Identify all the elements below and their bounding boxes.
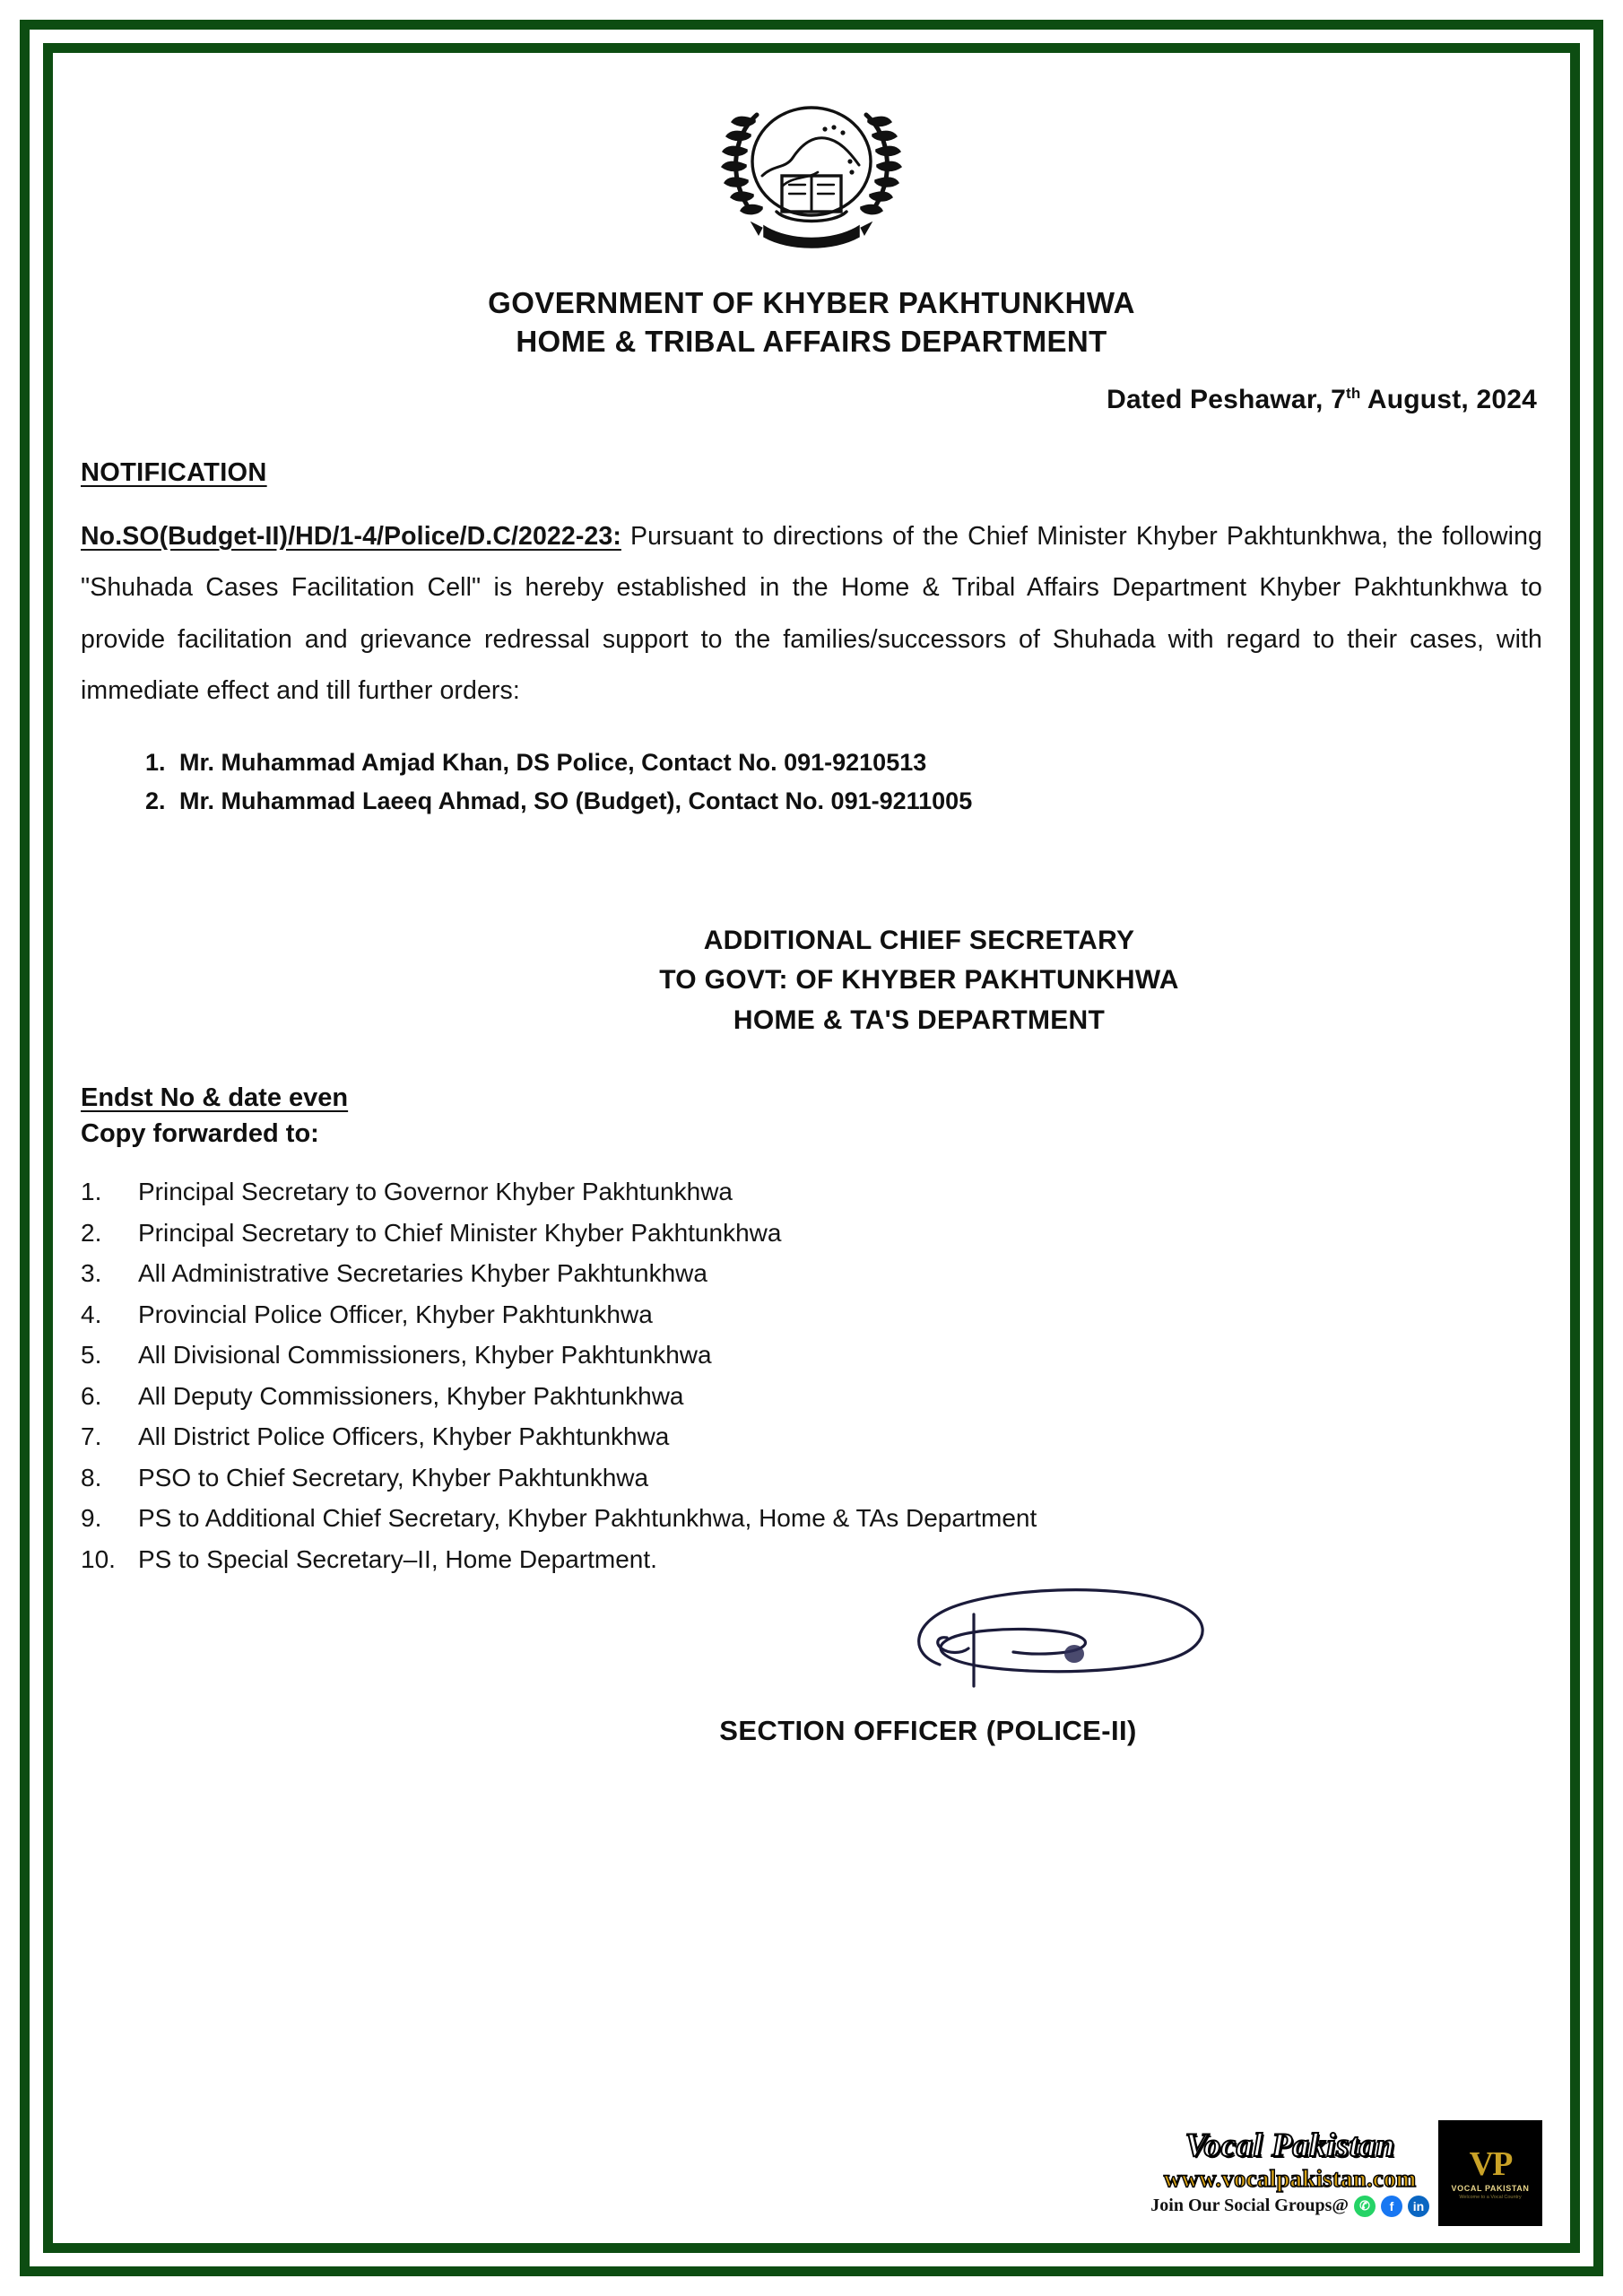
copy-forwarded-list (81, 1173, 1542, 1578)
dateline-ordinal: th (1346, 384, 1361, 402)
list-item-number: 5. (81, 1341, 102, 1370)
list-item-text: Mr. Muhammad Amjad Khan, DS Police, Contact No. 091-9210513 (179, 748, 927, 776)
watermark-banner (1140, 2120, 1542, 2226)
list-item-text: PS to Additional Chief Secretary, Khyber Pakhtunkhwa, Home & TAs Department (138, 1504, 1037, 1533)
list-item-number: 3. (81, 1259, 102, 1288)
list-item-text: Provincial Police Officer, Khyber Pakhtunkhwa (138, 1300, 653, 1328)
watermark-brand: Vocal Pakistan (1185, 2127, 1395, 2165)
reference-number: No.SO(Budget-II)/HD/1-4/Police/D.C/2022-23: (81, 521, 621, 551)
endorsement-heading: Endst No & date even (81, 1083, 349, 1113)
endorsement-subheading: Copy forwarded to: (81, 1119, 319, 1149)
gov-title-line1: GOVERNMENT OF KHYBER PAKHTUNKHWA (488, 286, 1135, 319)
emblem-container (81, 65, 1542, 268)
list-item (81, 782, 1542, 821)
list-item (81, 744, 1542, 782)
list-item-text: Mr. Muhammad Laeeq Ahmad, SO (Budget), Contact No. 091-9211005 (179, 787, 973, 814)
list-item-text: All Administrative Secretaries Khyber Pakhtunkhwa (138, 1259, 707, 1288)
list-item-text: All Divisional Commissioners, Khyber Pakhtunkhwa (138, 1341, 712, 1370)
list-item-number: 9. (81, 1504, 102, 1533)
document-content (81, 65, 1542, 2231)
endorsement-block (81, 1080, 1542, 1152)
list-item-text: PSO to Chief Secretary, Khyber Pakhtunkhwa (138, 1463, 649, 1492)
signatory-line1: ADDITIONAL CHIEF SECRETARY (703, 925, 1135, 955)
list-item (81, 1378, 1542, 1416)
dateline-prefix: Dated Peshawar, 7 (1107, 384, 1346, 414)
handwritten-signature-icon (870, 1571, 1246, 1715)
list-item-text: All Deputy Commissioners, Khyber Pakhtunkhwa (138, 1381, 684, 1410)
list-item-number: 2. (81, 1218, 102, 1247)
watermark-logo-tagline: Welcome to a Vocal Country (1459, 2194, 1522, 2200)
ink-blot (1064, 1645, 1084, 1663)
list-item (81, 1336, 1542, 1375)
gov-title-line2: HOME & TRIBAL AFFAIRS DEPARTMENT (516, 324, 1107, 358)
list-item-number: 10. (81, 1545, 116, 1574)
notification-heading-row (81, 415, 1542, 488)
whatsapp-icon[interactable]: ✆ (1354, 2196, 1376, 2217)
signatory-line3: HOME & TA'S DEPARTMENT (733, 1004, 1106, 1035)
list-item-text: Principal Secretary to Governor Khyber Pakhtunkhwa (138, 1178, 733, 1206)
list-item (81, 1255, 1542, 1293)
list-item-text: PS to Special Secretary–II, Home Department. (138, 1545, 657, 1574)
body-text: Pursuant to directions of the Chief Minister Khyber Pakhtunkhwa, the following "Shuhada Cases Facilitation Cell" is hereby established in the Home & Tribal Affairs Department Khyber Pakhtunkhwa to provide facilitation and grievance redressal support to the families/successors of Shuhada with regard to their cases, with immediate effect and till further orders: (81, 521, 1542, 706)
list-item-number: 8. (81, 1463, 102, 1492)
officials-list (81, 744, 1542, 821)
list-item-number: 6. (81, 1381, 102, 1410)
watermark-social-row (1150, 2196, 1429, 2217)
list-item-number: 7. (81, 1422, 102, 1451)
facebook-icon[interactable]: f (1381, 2196, 1402, 2217)
page-title (81, 284, 1542, 361)
list-item (81, 1214, 1542, 1253)
notification-heading: NOTIFICATION (81, 457, 267, 487)
signatory-block (81, 921, 1542, 1040)
watermark-logo-monogram: VP (1469, 2144, 1512, 2183)
signature-area (81, 1577, 1542, 1711)
watermark-join-label: Join Our Social Groups@ (1150, 2196, 1349, 2216)
linkedin-icon[interactable]: in (1408, 2196, 1429, 2217)
signatory-line2: TO GOVT: OF KHYBER PAKHTUNKHWA (659, 965, 1179, 996)
list-item-number: 4. (81, 1300, 102, 1328)
list-item-number: 1. (145, 748, 166, 776)
list-item-text: All District Police Officers, Khyber Pakhtunkhwa (138, 1422, 670, 1451)
list-item-text: Principal Secretary to Chief Minister Khyber Pakhtunkhwa (138, 1218, 782, 1247)
list-item (81, 1541, 1542, 1579)
list-item-number: 1. (81, 1178, 102, 1206)
list-item (81, 1500, 1542, 1538)
watermark-url[interactable]: www.vocalpakistan.com (1163, 2164, 1417, 2192)
list-item (81, 1296, 1542, 1335)
dateline (81, 385, 1542, 415)
list-item (81, 1418, 1542, 1457)
list-item (81, 1459, 1542, 1498)
government-emblem-icon (699, 75, 924, 264)
watermark-logo-name: VOCAL PAKISTAN (1451, 2183, 1530, 2193)
section-officer-title: SECTION OFFICER (POLICE-II) (719, 1714, 1137, 1746)
dateline-suffix: August, 2024 (1360, 384, 1537, 414)
watermark-text-block (1140, 2120, 1438, 2226)
list-item (81, 1173, 1542, 1212)
list-item-number: 2. (145, 787, 166, 814)
notification-body (81, 511, 1542, 718)
watermark-logo (1438, 2120, 1542, 2226)
